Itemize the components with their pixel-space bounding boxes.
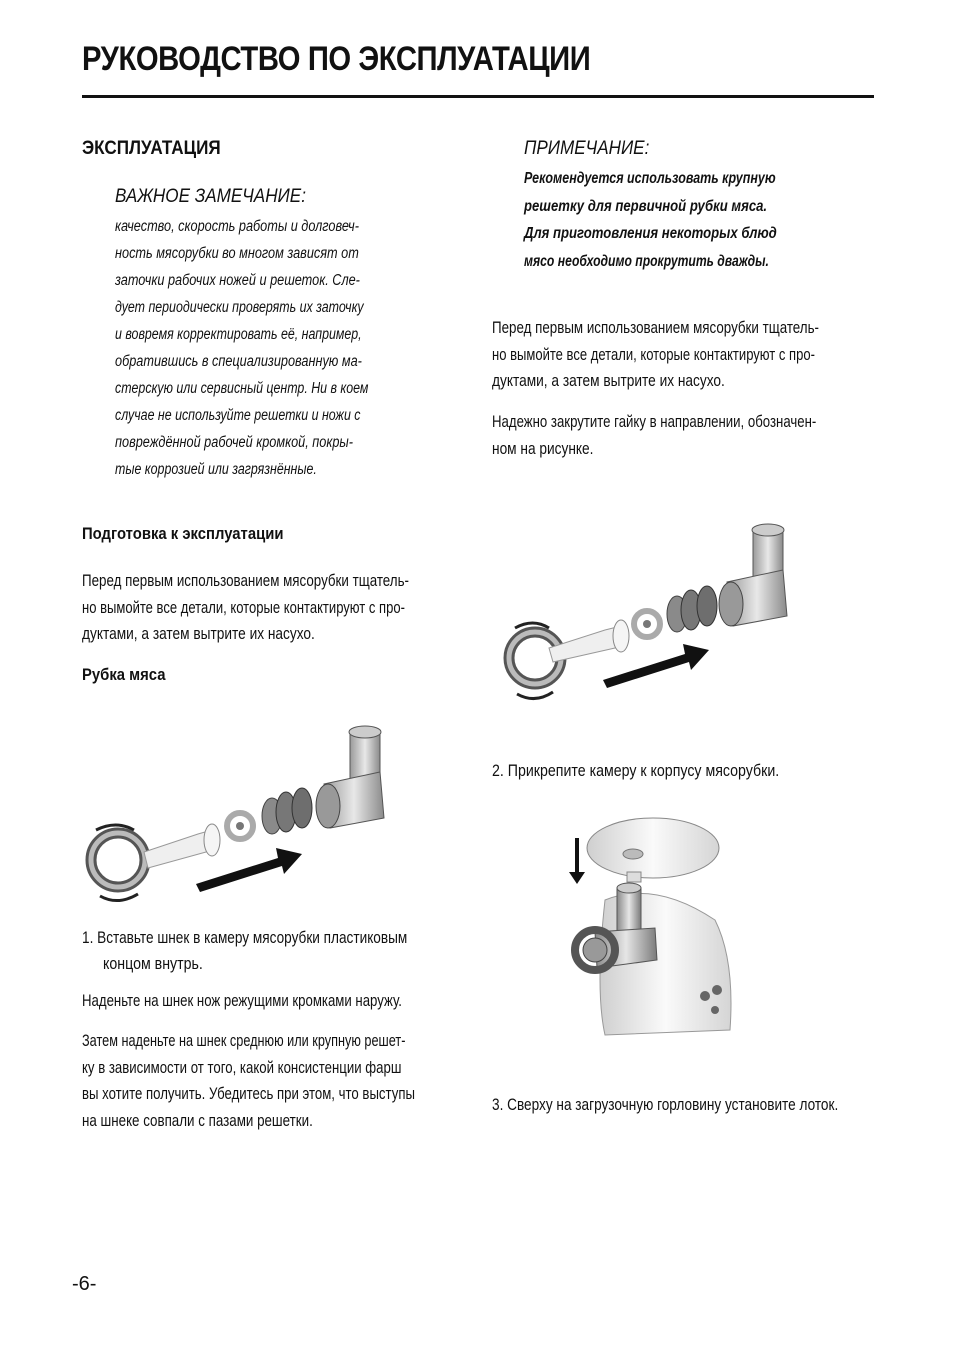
important-line: качество, скорость работы и долговеч- [115,218,360,235]
section-title: ЭКСПЛУАТАЦИЯ [82,138,221,159]
grids [262,788,312,834]
tray [587,818,719,882]
note-text [524,165,847,275]
wash-paragraph [492,315,901,395]
rotation-arrow-bottom [517,692,553,699]
wash-line: Перед первым использованием мясорубки тщатель- [492,319,820,337]
step1-line1: 1. Вставьте шнек в камеру мясорубки пластиковым [82,929,408,947]
nut-line: ном на рисунке. [492,439,594,458]
assembly-illustration-2 [505,520,795,705]
important-line: заточки рабочих ножей и решеток. Сле- [115,272,360,289]
mincer-illustration [565,810,745,1070]
important-line: и вовремя корректировать её, например, [115,326,362,343]
note-line: Рекомендуется использовать крупную [524,170,776,187]
prep-title: Подготовка к эксплуатации [82,525,284,543]
knife-paragraph: Наденьте на шнек нож режущими кромками наружу. [82,992,402,1010]
important-line: тые коррозией или загрязнённые. [115,461,317,478]
important-line: стерскую или сервисный центр. Ни в коем [115,380,369,397]
important-line: дует периодически проверять их заточку [115,299,364,316]
important-text [115,213,432,483]
page-number: -6- [72,1273,97,1295]
note-line: мясо необходимо прокрутить дважды. [524,252,769,270]
nut-ring [91,833,145,887]
rotation-arrow-bottom [100,894,138,901]
down-arrow [569,838,585,884]
title-rule [82,95,874,98]
step2-caption: 2. Прикрепите камеру к корпусу мясорубки. [492,762,780,780]
grids [667,586,717,632]
page-title: РУКОВОДСТВО ПО ЭКСПЛУАТАЦИИ [82,40,591,78]
grid-line: на шнеке совпали с пазами решетки. [82,1111,313,1130]
mincer-chamber [719,524,787,626]
prep-text [82,568,491,648]
nut-paragraph [492,409,897,462]
step3-caption: 3. Сверху на загрузочную горловину установите лоток. [492,1096,839,1114]
knife [634,611,660,637]
mincer-chamber [316,726,384,828]
knife [227,813,253,839]
grid-line: вы хотите получить. Убедитесь при этом, что выступы [82,1085,415,1103]
grid-line: ку в зависимости от того, какой консистенции фарш [82,1058,402,1077]
note-title: ПРИМЕЧАНИЕ: [524,138,650,159]
assembly-illustration [88,722,388,907]
grid-paragraph [82,1028,502,1134]
step1-line2: концом внутрь. [103,955,203,973]
wash-line: дуктами, а затем вытрите их насухо. [492,372,725,390]
important-title: ВАЖНОЕ ЗАМЕЧАНИЕ: [115,186,306,207]
note-line: Для приготовления некоторых блюд [524,225,777,242]
note-line: решетку для первичной рубки мяса. [524,197,768,215]
prep-line: дуктами, а затем вытрите их насухо. [82,625,315,643]
important-line: ность мясорубки во многом зависят от [115,245,359,262]
important-line: повреждённой рабочей кромкой, покры- [115,434,353,451]
prep-line: Перед первым использованием мясорубки тщатель- [82,572,410,590]
nut-line: Надежно закрутите гайку в направлении, обозначен- [492,413,817,431]
important-line: обратившись в специализированную ма- [115,353,362,370]
wash-line: но вымойте все детали, которые контактируют с про- [492,345,815,364]
important-line: случае не используйте решетки и ножи с [115,407,361,424]
grid-line: Затем наденьте на шнек среднюю или крупную решет- [82,1032,406,1050]
chopping-title: Рубка мяса [82,666,166,684]
prep-line: но вымойте все детали, которые контактируют с про- [82,598,405,617]
